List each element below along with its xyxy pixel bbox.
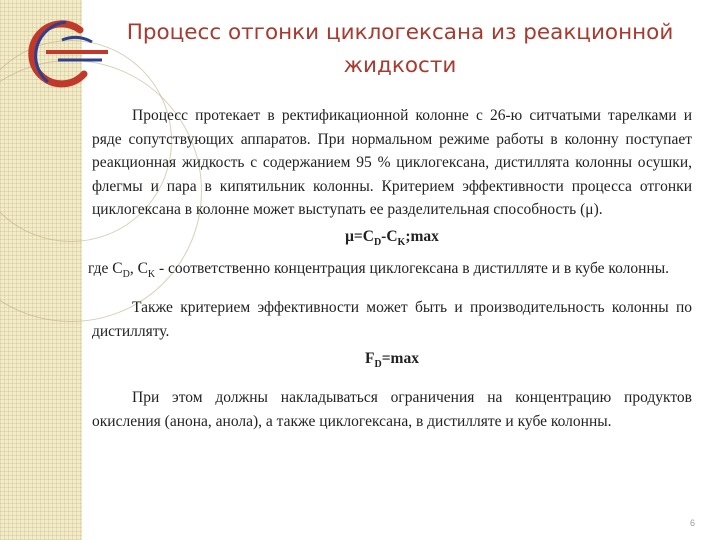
formula-separation-capacity: $\mu=C_D-C_K;\max$: [345, 227, 439, 249]
paragraph-process-description: Процесс протекает в ректификационной колонне с 26-ю ситчатыми тарелками и ряде сопутствующих аппаратов. При нормальном режиме работы в колонну поступает реакционная жидкость с содержанием 95 % циклогексана, дистиллята колонны осушки, флегмы и пара в кипятильник колонны. Критерием эффективности процесса отгонки циклогексана в колонне может выступать ее разделительная способность (μ).: [92, 107, 692, 219]
paragraph-constraints: При этом должны накладываться ограничения на концентрацию продуктов окисления (анона, анола), а также циклогексана, в дистилляте и кубе колонны.: [92, 389, 692, 430]
formula-distillate-productivity: $F_D=\max$: [365, 349, 419, 370]
slide-content: [88, 104, 692, 433]
logo-icon: [18, 12, 112, 96]
paragraph-productivity-criterion: Также критерием эффективности может быть и производительность колонны по дистилляту.: [92, 299, 692, 340]
paragraph-formula-definitions: где $C_D$, $C_K$ - соответственно концентрация циклогексана в дистилляте и в кубе колонны.: [88, 259, 670, 280]
slide-title: Процесс отгонки циклогексана из реакционной жидкости: [126, 20, 674, 78]
page-number: 6: [690, 518, 696, 528]
